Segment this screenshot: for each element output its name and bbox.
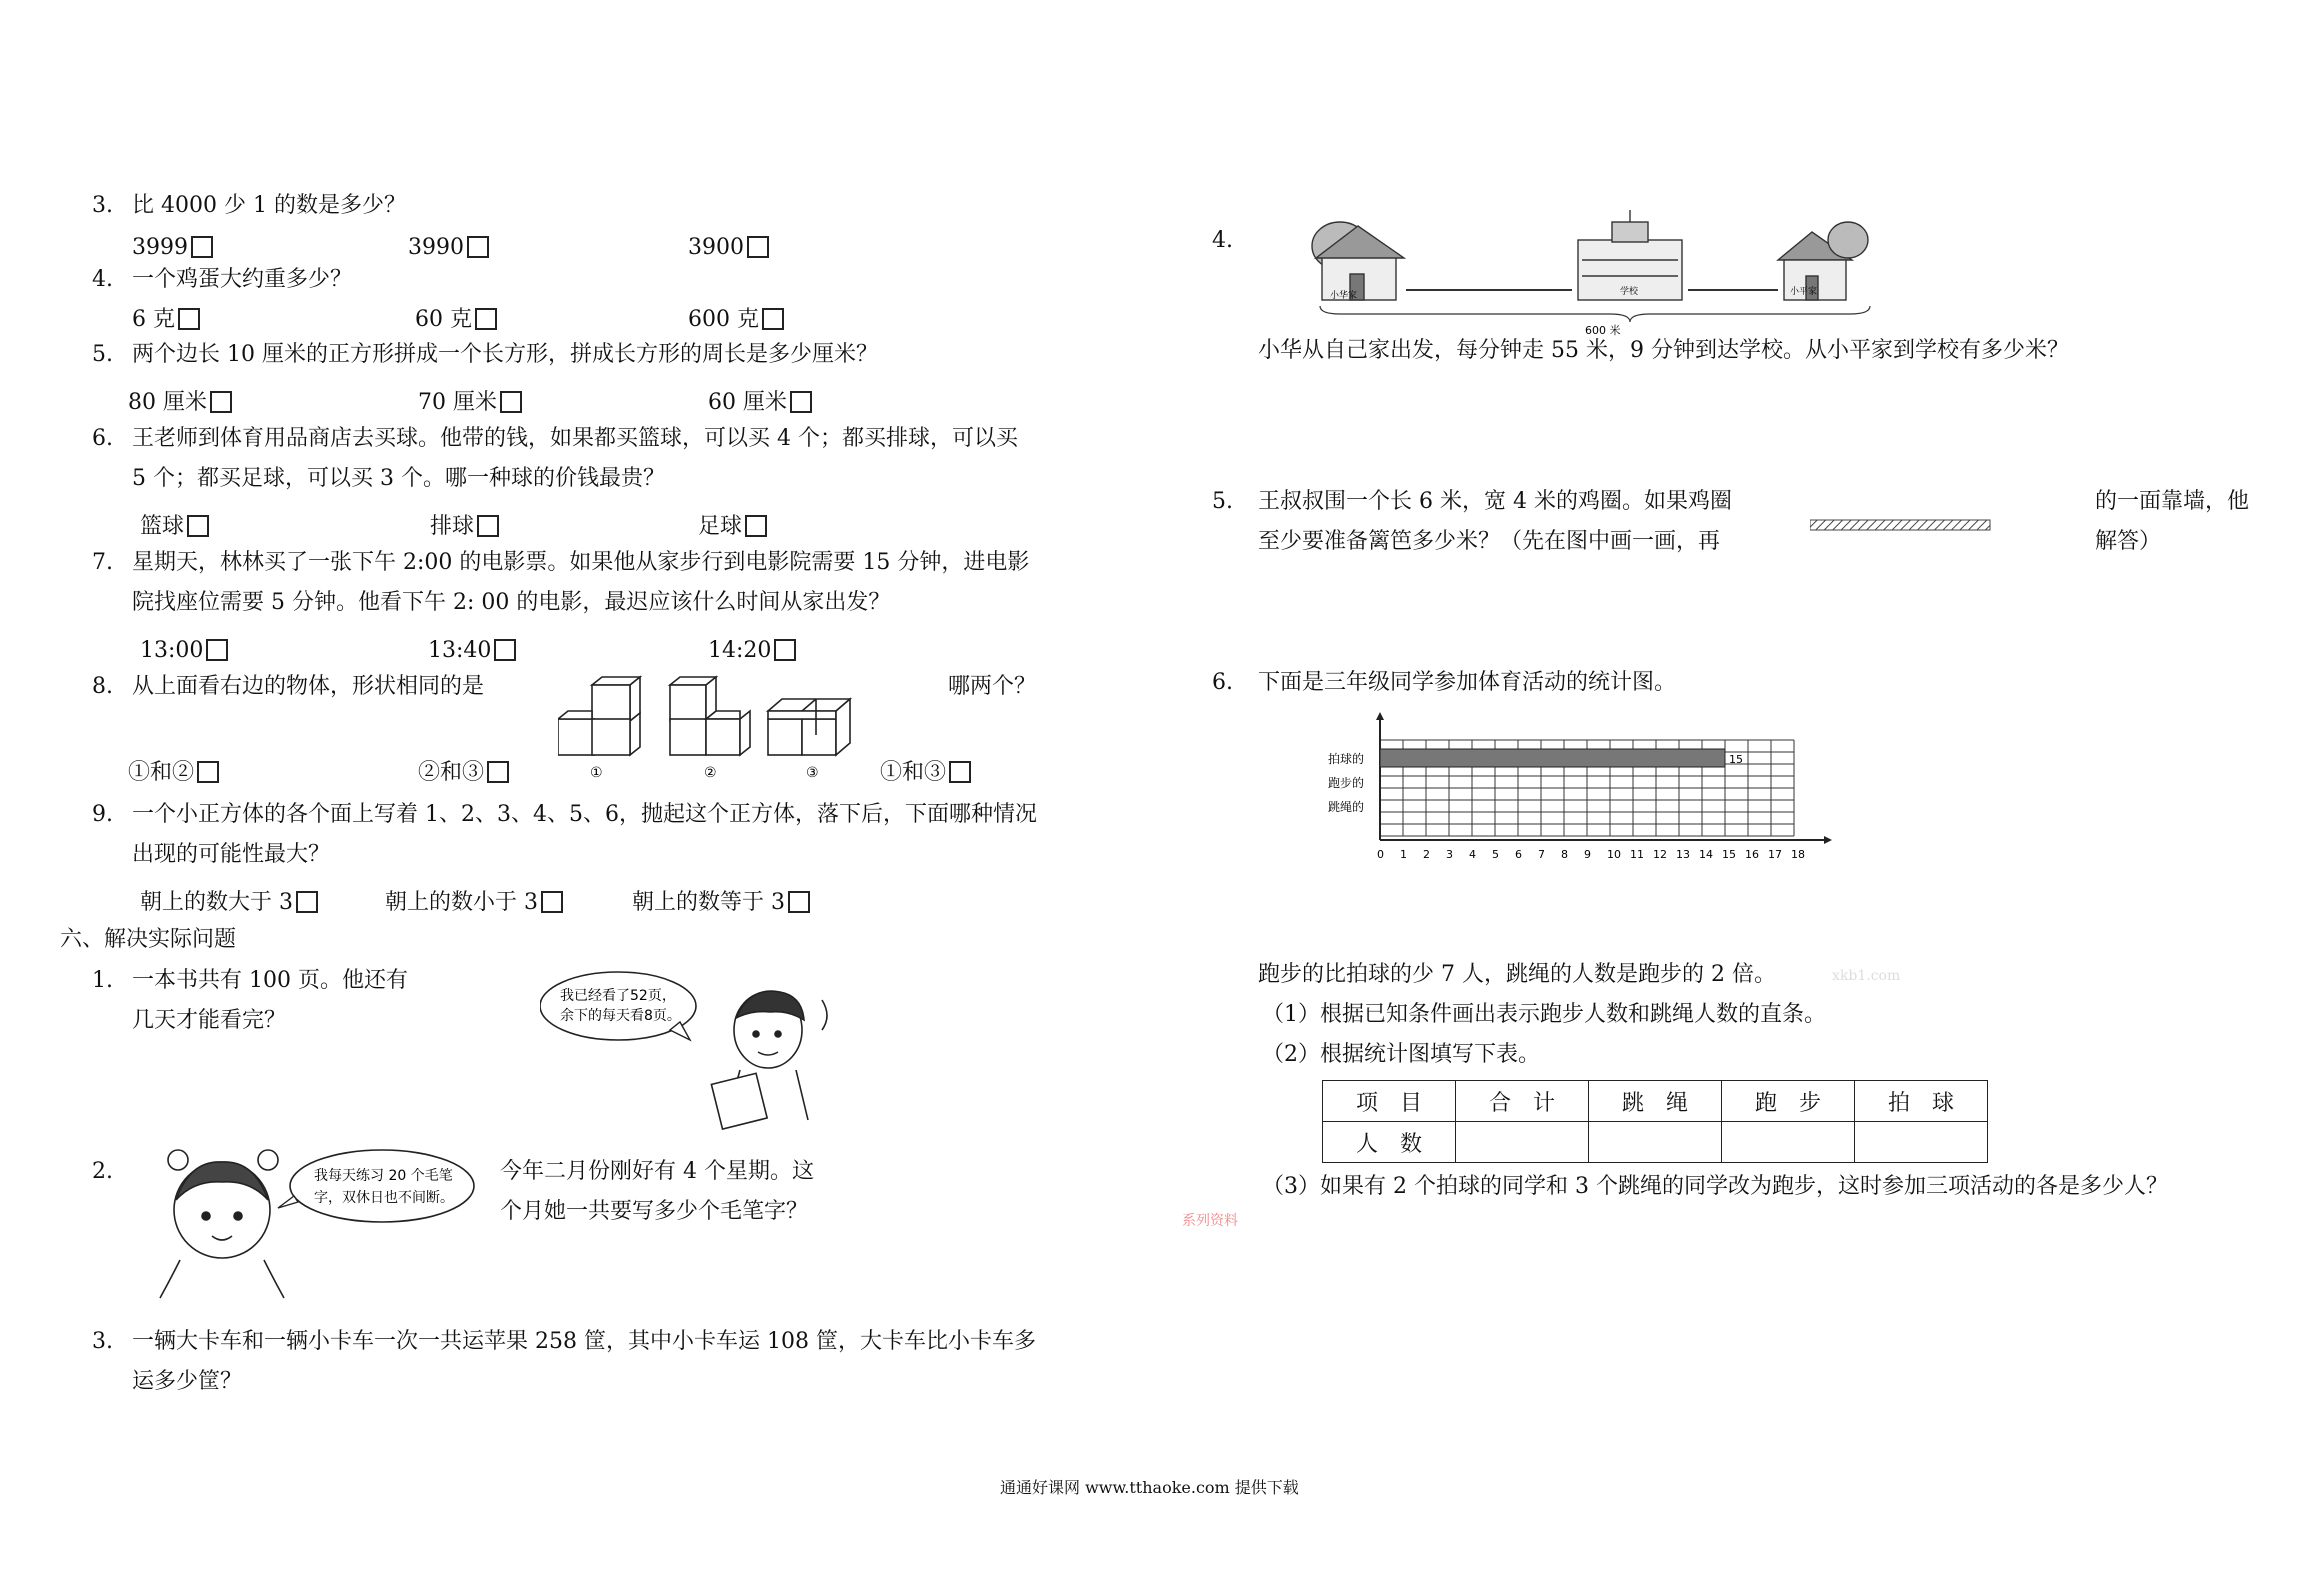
p2-bubble-line-1: 我每天练习 20 个毛笔 — [314, 1168, 453, 1184]
p3-line-1: 一辆大卡车和一辆小卡车一次一共运苹果 258 筐，其中小卡车运 108 筐，大卡车比小卡车多 — [132, 1329, 1036, 1354]
q7-checkbox-1[interactable] — [206, 639, 228, 661]
p2-bubble-line-2: 字，双休日也不间断。 — [314, 1190, 454, 1206]
p1-bubble-line-2: 余下的每天看8页。 — [560, 1008, 681, 1024]
x-tick-label: 9 — [1584, 848, 1591, 861]
q7-number: 7. — [92, 550, 113, 575]
girl-writing-illustration — [150, 1130, 490, 1300]
label-xiaohua-home: 小华家 — [1330, 291, 1358, 301]
p2-number: 2. — [92, 1159, 113, 1184]
category-label-3: 跳绳的 — [1328, 800, 1365, 814]
table-cell: 跳 绳 — [1589, 1081, 1722, 1122]
q8-option-1[interactable]: ①和② — [128, 758, 219, 788]
q8-option-2[interactable]: ②和③ — [418, 758, 509, 788]
q9-option-2[interactable]: 朝上的数小于 3 — [385, 888, 563, 918]
table-cell: 项 目 — [1323, 1081, 1456, 1122]
table-input-cell[interactable] — [1456, 1122, 1589, 1163]
q6-option-2[interactable]: 排球 — [430, 512, 499, 542]
q9-line-1: 一个小正方体的各个面上写着 1、2、3、4、5、6，抛起这个正方体，落下后，下面哪种情况 — [132, 802, 1037, 827]
table-cell: 跑 步 — [1722, 1081, 1855, 1122]
table-input-cell[interactable] — [1855, 1122, 1988, 1163]
q7-option-2[interactable]: 13:40 — [428, 636, 516, 666]
x-tick-label: 3 — [1446, 848, 1453, 861]
bar-value-label: 15 — [1729, 753, 1743, 766]
q5-option-1[interactable]: 80 厘米 — [128, 388, 232, 418]
x-tick-label: 8 — [1561, 848, 1568, 861]
p1-line-1: 一本书共有 100 页。他还有 — [132, 968, 408, 993]
cube-label-2: ② — [704, 765, 717, 781]
q8-number: 8. — [92, 674, 113, 699]
p5-line-2: 至少要准备篱笆多少米？（先在图中画一画，再 — [1258, 529, 1721, 554]
house-left-icon — [1312, 222, 1404, 300]
q5-checkbox-2[interactable] — [500, 391, 522, 413]
p1-line-2: 几天才能看完？ — [132, 1008, 287, 1033]
q7-option-3[interactable]: 14:20 — [708, 636, 796, 666]
q6-checkbox-3[interactable] — [745, 515, 767, 537]
x-tick-label: 10 — [1607, 848, 1621, 861]
x-tick-label: 14 — [1699, 848, 1713, 861]
p6-sub-3: （3）如果有 2 个拍球的同学和 3 个跳绳的同学改为跑步，这时参加三项活动的各是多少人？ — [1262, 1174, 2168, 1199]
q3-checkbox-3[interactable] — [747, 236, 769, 258]
q4-checkbox-1[interactable] — [178, 308, 200, 330]
wall-diagram — [1810, 518, 1992, 534]
stamp-text: 系列资料 — [1182, 1213, 1238, 1229]
q5-checkbox-3[interactable] — [790, 391, 812, 413]
q3-number: 3. — [92, 193, 113, 218]
p4-number: 4. — [1212, 228, 1233, 253]
x-tick-label: 17 — [1768, 848, 1782, 861]
q5-option-2[interactable]: 70 厘米 — [418, 388, 522, 418]
x-tick-label: 18 — [1791, 848, 1805, 861]
q6-checkbox-1[interactable] — [187, 515, 209, 537]
x-tick-label: 2 — [1423, 848, 1430, 861]
q7-checkbox-3[interactable] — [774, 639, 796, 661]
q5-checkbox-1[interactable] — [210, 391, 232, 413]
table-row — [1323, 1081, 1988, 1122]
q9-option-3[interactable]: 朝上的数等于 3 — [632, 888, 810, 918]
cube-figure-3 — [768, 699, 850, 755]
q6-option-1[interactable]: 篮球 — [140, 512, 209, 542]
q9-checkbox-2[interactable] — [541, 891, 563, 913]
q6-checkbox-2[interactable] — [477, 515, 499, 537]
section-heading: 六、解决实际问题 — [60, 927, 237, 952]
q9-option-1[interactable]: 朝上的数大于 3 — [140, 888, 318, 918]
cube-figure-1 — [558, 677, 640, 755]
table-input-cell[interactable] — [1722, 1122, 1855, 1163]
p2-line-2: 个月她一共要写多少个毛笔字？ — [500, 1199, 809, 1224]
p1-bubble-line-1: 我已经看了52页， — [560, 988, 676, 1004]
q9-line-2: 出现的可能性最大？ — [132, 842, 331, 867]
x-tick-label: 16 — [1745, 848, 1759, 861]
q3-checkbox-2[interactable] — [467, 236, 489, 258]
q7-checkbox-2[interactable] — [494, 639, 516, 661]
x-tick-label: 6 — [1515, 848, 1522, 861]
cube-label-1: ① — [590, 765, 603, 781]
q4-option-1[interactable]: 6 克 — [132, 305, 200, 335]
table-row — [1323, 1122, 1988, 1163]
route-diagram — [1300, 210, 1880, 340]
x-tick-label: 12 — [1653, 848, 1667, 861]
label-xiaoping-home: 小平家 — [1790, 287, 1818, 297]
x-tick-label: 7 — [1538, 848, 1545, 861]
q8-checkbox-2[interactable] — [487, 761, 509, 783]
q4-checkbox-3[interactable] — [762, 308, 784, 330]
q8-tail: 哪两个？ — [948, 674, 1037, 699]
p6-sub-2: （2）根据统计图填写下表。 — [1262, 1042, 1540, 1067]
table-input-cell[interactable] — [1589, 1122, 1722, 1163]
x-tick-label: 0 — [1377, 848, 1384, 861]
chart-grid — [1376, 712, 1832, 844]
boy-reading-illustration — [540, 970, 860, 1130]
x-tick-label: 1 — [1400, 848, 1407, 861]
q3-option-1[interactable]: 3999 — [132, 233, 213, 263]
cube-figures — [558, 675, 858, 785]
q5-option-3[interactable]: 60 厘米 — [708, 388, 812, 418]
category-label-1: 拍球的 — [1328, 752, 1365, 766]
category-label-2: 跑步的 — [1328, 776, 1365, 790]
table-cell: 拍 球 — [1855, 1081, 1988, 1122]
x-tick-label: 11 — [1630, 848, 1644, 861]
p3-number: 3. — [92, 1329, 113, 1354]
q6-line-2: 5 个；都买足球，可以买 3 个。哪一种球的价钱最贵？ — [132, 466, 665, 491]
footer: 通通好课网 www.tthaoke.com 提供下载 — [1000, 1478, 1299, 1497]
q3-checkbox-1[interactable] — [191, 236, 213, 258]
q7-line-1: 星期天，林林买了一张下午 2:00 的电影票。如果他从家步行到电影院需要 15 分钟，进电影 — [132, 550, 1030, 575]
q5-text: 两个边长 10 厘米的正方形拼成一个长方形，拼成长方形的周长是多少厘米？ — [132, 342, 878, 367]
q8-checkbox-1[interactable] — [197, 761, 219, 783]
p6-description: 跑步的比拍球的少 7 人，跳绳的人数是跑步的 2 倍。 — [1258, 962, 1776, 987]
q3-option-2[interactable]: 3990 — [408, 233, 489, 263]
q3-text: 比 4000 少 1 的数是多少？ — [132, 193, 406, 218]
distance-label: 600 米 — [1585, 324, 1621, 337]
watermark: xkb1.com — [1832, 968, 1901, 984]
girl-icon — [160, 1150, 284, 1298]
table-cell: 合 计 — [1456, 1081, 1589, 1122]
table-cell: 人 数 — [1323, 1122, 1456, 1163]
p6-number: 6. — [1212, 670, 1233, 695]
q3-option-3[interactable]: 3900 — [688, 233, 769, 263]
q4-text: 一个鸡蛋大约重多少？ — [132, 267, 353, 292]
q8-text: 从上面看右边的物体，形状相同的是 — [132, 674, 485, 699]
stat-table — [1322, 1080, 1988, 1163]
q4-checkbox-2[interactable] — [475, 308, 497, 330]
q4-option-2[interactable]: 60 克 — [415, 305, 497, 335]
p2-line-1: 今年二月份刚好有 4 个星期。这 — [500, 1159, 814, 1184]
q5-number: 5. — [92, 342, 113, 367]
p5-line-1: 王叔叔围一个长 6 米，宽 4 米的鸡圈。如果鸡圈 — [1258, 489, 1732, 514]
boy-icon — [711, 991, 827, 1129]
q7-option-1[interactable]: 13:00 — [140, 636, 228, 666]
speech-bubble — [290, 1150, 474, 1222]
x-tick-label: 4 — [1469, 848, 1476, 861]
cube-figure-2 — [670, 677, 750, 755]
q4-option-3[interactable]: 600 克 — [688, 305, 784, 335]
p4-text: 小华从自己家出发，每分钟走 55 米，9 分钟到达学校。从小平家到学校有多少米？ — [1258, 338, 2069, 363]
p5-number: 5. — [1212, 489, 1233, 514]
q6-line-1: 王老师到体育用品商店去买球。他带的钱，如果都买篮球，可以买 4 个；都买排球，可以买 — [132, 426, 1018, 451]
q6-option-3[interactable]: 足球 — [698, 512, 767, 542]
q8-option-3[interactable]: ①和③ — [880, 758, 971, 788]
q9-checkbox-3[interactable] — [788, 891, 810, 913]
x-tick-label: 15 — [1722, 848, 1736, 861]
q9-number: 9. — [92, 802, 113, 827]
cube-label-3: ③ — [806, 765, 819, 781]
x-tick-label: 13 — [1676, 848, 1690, 861]
p5-right-2: 解答） — [2095, 529, 2162, 554]
sports-bar-chart — [1320, 710, 1840, 930]
p3-line-2: 运多少筐？ — [132, 1369, 243, 1394]
p6-sub-1: （1）根据已知条件画出表示跑步人数和跳绳人数的直条。 — [1262, 1002, 1826, 1027]
bar-1 — [1380, 749, 1725, 767]
q6-number: 6. — [92, 426, 113, 451]
q4-number: 4. — [92, 267, 113, 292]
p5-right-1: 的一面靠墙，他 — [2095, 489, 2250, 514]
q7-line-2: 院找座位需要 5 分钟。他看下午 2: 00 的电影，最迟应该什么时间从家出发？ — [132, 590, 891, 615]
p1-number: 1. — [92, 968, 113, 993]
q9-checkbox-1[interactable] — [296, 891, 318, 913]
label-school: 学校 — [1620, 287, 1639, 297]
p6-text: 下面是三年级同学参加体育活动的统计图。 — [1258, 670, 1677, 695]
q8-checkbox-3[interactable] — [949, 761, 971, 783]
x-tick-label: 5 — [1492, 848, 1499, 861]
